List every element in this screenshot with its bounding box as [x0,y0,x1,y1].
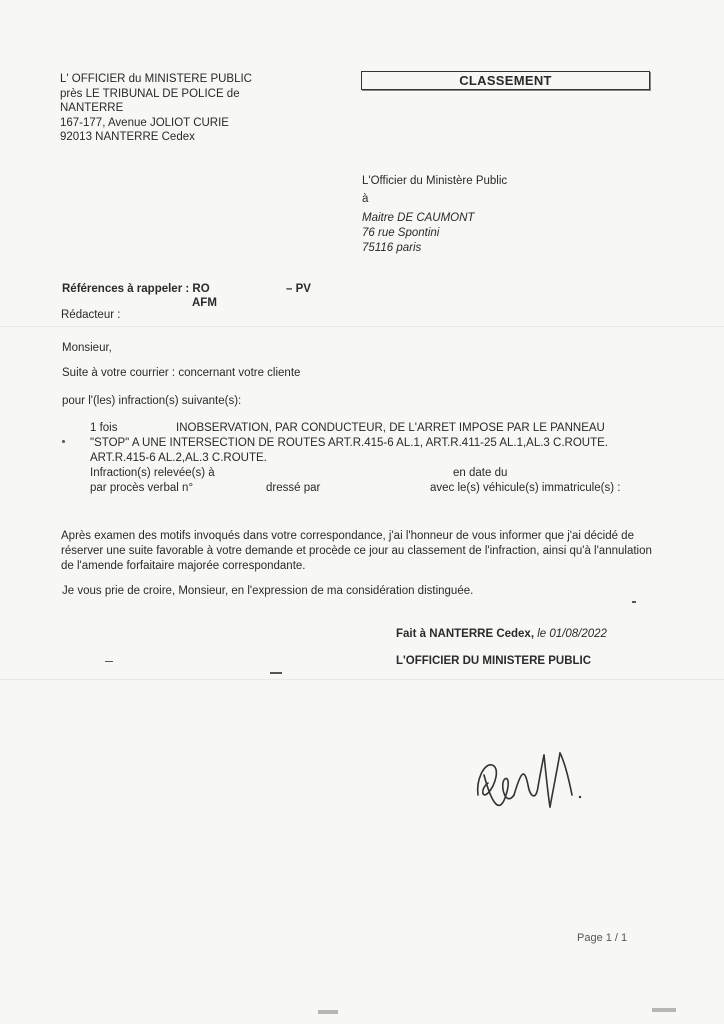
speck [632,601,636,603]
speck [270,672,282,674]
signoff-place [396,628,607,640]
infraction-count: 1 fois [90,422,118,434]
salutation: Monsieur, [62,342,112,354]
speck [652,1008,676,1012]
signoff-place-text: Fait à NANTERRE Cedex, [396,628,535,640]
sender-address [60,72,252,145]
recipient-from: L'Officier du Ministère Public [362,175,508,187]
speck [318,1010,338,1014]
dresse-label: dressé par [266,482,321,494]
pour-text: pour l'(les) infraction(s) suivante(s): [62,395,242,407]
signoff-date: le 01/08/2022 [537,628,607,640]
officer-title: L'OFFICIER DU MINISTERE PUBLIC [396,655,592,667]
recipient-city: 75116 paris [362,242,422,254]
infraction-line: "STOP" A UNE INTERSECTION DE ROUTES ART.R.415-6 AL.1, ART.R.411-25 AL.1,AL.3 C.ROUTE. [90,437,608,449]
scan-line [0,679,724,680]
page-number: Page 1 / 1 [577,932,628,944]
signature-image [470,735,590,830]
vehicule-label: avec le(s) véhicule(s) immatricule(s) : [430,482,621,494]
redacteur-label: Rédacteur : [61,309,121,321]
sender-line: L' OFFICIER du MINISTERE PUBLIC [60,73,252,85]
references-pv: – PV [286,283,311,295]
intro-text: Suite à votre courrier : concernant votre cliente [62,367,301,379]
scan-line [0,326,724,327]
document-title: CLASSEMENT [361,71,650,90]
references-afm: AFM [192,297,217,309]
references-label: Références à rappeler : RO [62,283,210,295]
decision-paragraph: Après examen des motifs invoqués dans votre correspondance, j'ai l'honneur de vous informer que j'ai décidé de réserver une suite favorable à votre demande et procède ce jour au classement de l'infraction, ainsi qu'à l'annulation de l'amende forfaitaire majorée correspondante. [61,530,652,572]
speck [62,440,65,443]
sender-line: NANTERRE [60,102,124,114]
speck [105,661,113,662]
releve-label: Infraction(s) relevée(s) à [90,467,215,479]
sender-line: 167-177, Avenue JOLIOT CURIE [60,116,229,129]
recipient-to-word: à [362,193,369,205]
infraction-line: ART.R.415-6 AL.2,AL.3 C.ROUTE. [90,452,267,464]
recipient-name: Maitre DE CAUMONT [362,212,475,224]
sender-line: près LE TRIBUNAL DE POLICE de [60,87,240,100]
recipient-street: 76 rue Spontini [362,227,440,239]
closing-text: Je vous prie de croire, Monsieur, en l'expression de ma considération distinguée. [62,585,474,597]
en-date-label: en date du [453,467,508,479]
recipient-block [362,172,507,256]
proces-label: par procès verbal n° [90,482,194,494]
sender-line: 92013 NANTERRE Cedex [60,131,195,143]
infraction-line: INOBSERVATION, PAR CONDUCTEUR, DE L'ARRET IMPOSE PAR LE PANNEAU [176,422,605,434]
